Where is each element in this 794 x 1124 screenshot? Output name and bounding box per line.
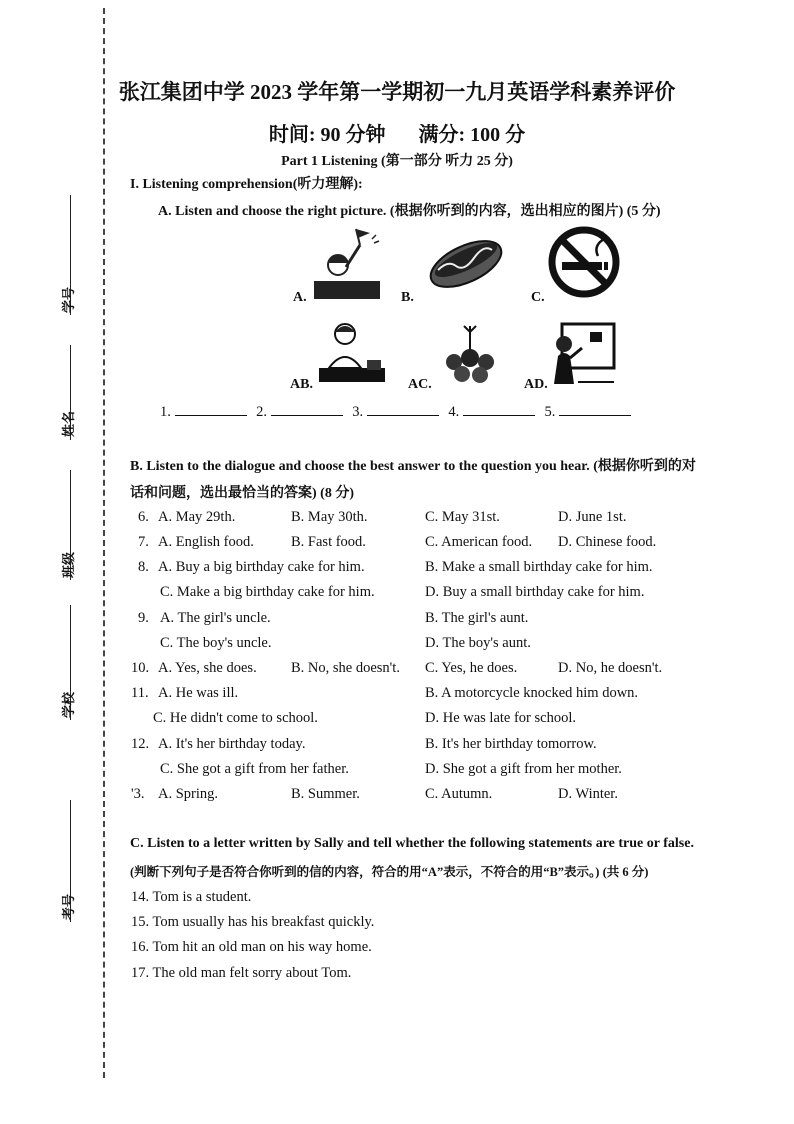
student-id-label: 学号 — [62, 286, 77, 313]
option-a: A. He was ill. — [158, 685, 239, 701]
section-c-instruction-cont: (判断下列句子是否符合你听到的信的内容，符合的用“A”表示，不符合的用“B”表示。) (共 6 分) — [130, 865, 649, 879]
statement-item: 17. The old man felt sorry about Tom. — [131, 965, 352, 981]
option-a: A. It's her birthday today. — [158, 736, 306, 752]
picture-b-label: B. — [401, 290, 414, 305]
hotdog-picture — [424, 230, 508, 294]
question-number: 10. — [131, 660, 150, 676]
statement-item: 14. Tom is a student. — [131, 889, 252, 905]
option-c: C. She got a gift from her father. — [160, 761, 349, 777]
time-limit: 时间: 90 分钟 — [268, 124, 386, 146]
option-b: B. Summer. — [291, 786, 360, 802]
picture-ad-label: AD. — [524, 377, 548, 392]
section-b-instruction-cont: 话和问题，选出最恰当的答案) (8 分) — [130, 486, 354, 501]
blank-label: 2. — [256, 404, 267, 420]
picture-ac-label: AC. — [408, 377, 432, 392]
option-b: B. It's her birthday tomorrow. — [425, 736, 597, 752]
teacher-at-board-picture — [552, 318, 618, 390]
answer-blank-1[interactable] — [175, 401, 247, 416]
blank-label: 4. — [448, 404, 460, 420]
option-b: B. The girl's aunt. — [425, 610, 529, 626]
option-b: B. Make a small birthday cake for him. — [425, 559, 653, 575]
school-label: 学校 — [62, 691, 77, 718]
option-b: B. No, she doesn't. — [291, 660, 400, 676]
option-a: A. English food. — [158, 534, 254, 550]
option-a: A. The girl's uncle. — [160, 610, 271, 626]
statement-item: 16. Tom hit an old man on his way home. — [131, 939, 372, 955]
picture-a-label: A. — [293, 290, 307, 305]
full-score: 满分: 100 分 — [418, 124, 526, 146]
answer-blank-5[interactable] — [559, 401, 631, 416]
option-c: C. Autumn. — [425, 786, 493, 802]
exam-number-label: 考号 — [62, 893, 77, 920]
picture-ab-label: AB. — [290, 377, 313, 392]
answer-blank-4[interactable] — [463, 401, 535, 416]
option-c: C. May 31st. — [425, 509, 500, 525]
option-d: D. The boy's aunt. — [425, 635, 531, 651]
question-number: 12. — [131, 736, 150, 752]
answer-blanks — [160, 401, 637, 421]
statement-item: 15. Tom usually has his breakfast quickly. — [131, 914, 375, 930]
option-d: D. No, he doesn't. — [558, 660, 663, 676]
option-d: D. Chinese food. — [558, 534, 657, 550]
name-label: 姓名 — [62, 410, 77, 437]
girl-at-computer-picture — [315, 320, 389, 386]
section-c-instruction: C. Listen to a letter written by Sally and tell whether the following statements are true or false. — [130, 836, 694, 851]
question-number: 6. — [138, 509, 149, 525]
question-number: 9. — [138, 610, 149, 626]
option-c: C. American food. — [425, 534, 533, 550]
section-heading: I. Listening comprehension(听力理解): — [130, 177, 363, 192]
option-a: A. Yes, she does. — [158, 660, 257, 676]
flower-bouquet-picture — [436, 320, 504, 388]
option-a: A. May 29th. — [158, 509, 236, 525]
option-d: D. He was late for school. — [425, 710, 576, 726]
option-c: C. He didn't come to school. — [153, 710, 318, 726]
option-c: C. The boy's uncle. — [160, 635, 272, 651]
option-b: B. Fast food. — [291, 534, 366, 550]
exam-title: 张江集团中学 2023 学年第一学期初一九月英语学科素养评价 — [118, 80, 676, 104]
question-number: 8. — [138, 559, 149, 575]
option-a: A. Buy a big birthday cake for him. — [158, 559, 365, 575]
section-a-instruction: A. Listen and choose the right picture. (根据你听到的内容，选出相应的图片) (5 分) — [158, 204, 661, 219]
option-b: B. May 30th. — [291, 509, 368, 525]
option-d: D. Winter. — [558, 786, 618, 802]
no-smoking-sign-picture — [548, 226, 620, 298]
picture-c-label: C. — [531, 290, 545, 305]
girl-waving-flag-picture — [312, 225, 384, 303]
option-c: C. Yes, he does. — [425, 660, 518, 676]
option-d: D. Buy a small birthday cake for him. — [425, 584, 645, 600]
option-c: C. Make a big birthday cake for him. — [160, 584, 375, 600]
blank-label: 1. — [160, 404, 171, 420]
section-b-instruction: B. Listen to the dialogue and choose the best answer to the question you hear. (根据你听到的对 — [130, 459, 696, 474]
part-heading: Part 1 Listening (第一部分 听力 25 分) — [281, 154, 513, 169]
question-number: '3. — [131, 786, 145, 802]
blank-label: 3. — [352, 404, 364, 420]
blank-label: 5. — [544, 404, 556, 420]
question-number: 7. — [138, 534, 149, 550]
option-a: A. Spring. — [158, 786, 219, 802]
option-d: D. She got a gift from her mother. — [425, 761, 622, 777]
exam-subtitle — [0, 118, 794, 147]
answer-blank-2[interactable] — [271, 401, 343, 416]
class-label: 班级 — [62, 551, 77, 578]
question-number: 11. — [131, 685, 149, 701]
option-b: B. A motorcycle knocked him down. — [425, 685, 639, 701]
answer-blank-3[interactable] — [367, 401, 439, 416]
option-d: D. June 1st. — [558, 509, 627, 525]
